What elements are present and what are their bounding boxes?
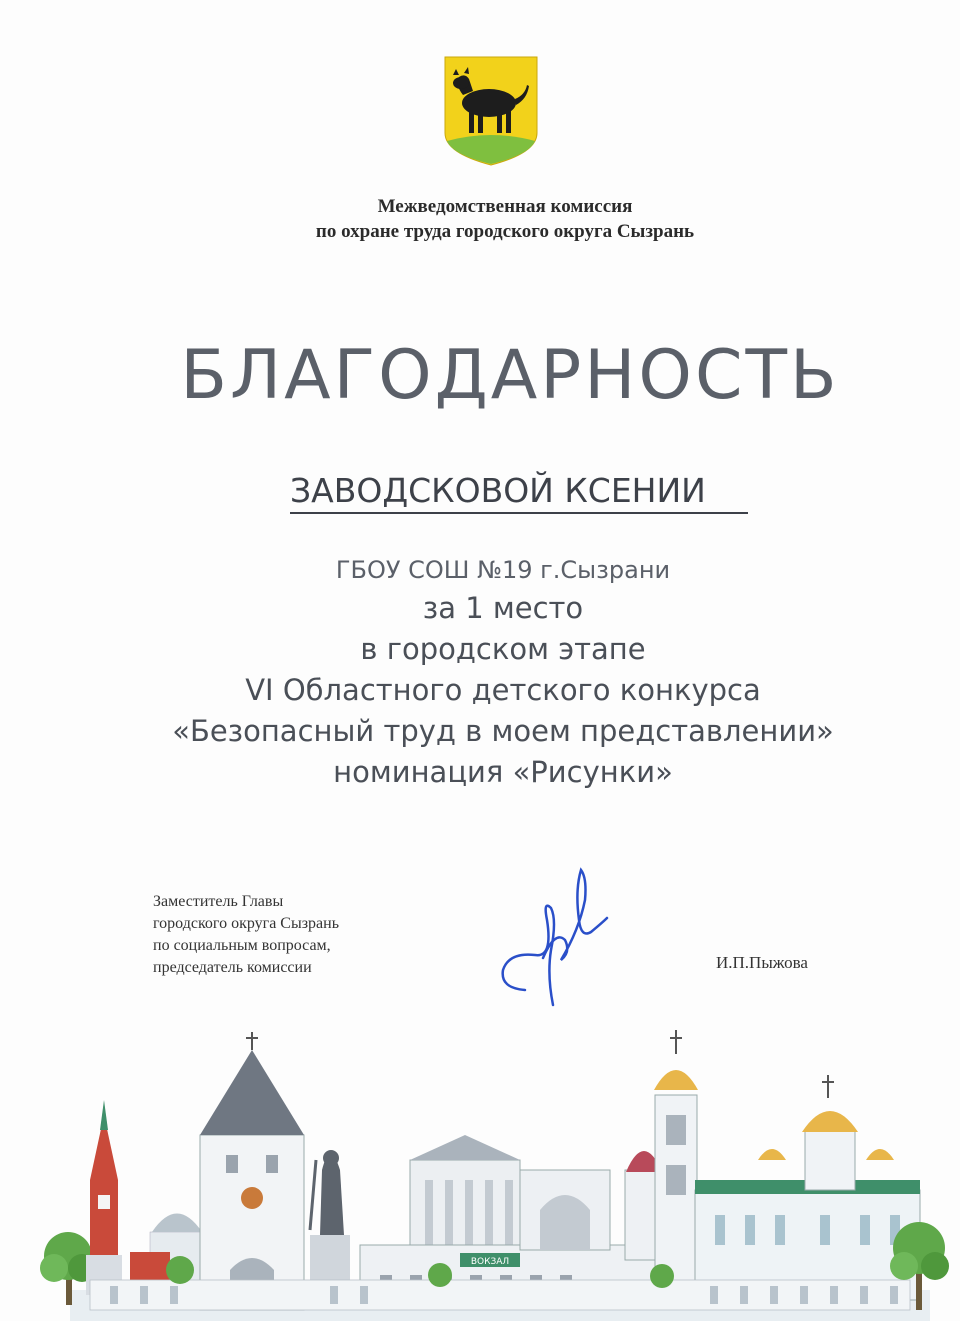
issuer-heading — [0, 194, 960, 244]
signatory-role-line: председатель комиссии — [153, 959, 312, 976]
station-sign: ВОКЗАЛ — [470, 1257, 510, 1267]
award-line: за 1 место — [422, 591, 584, 625]
award-line: «Безопасный труд в моем представлении» — [172, 714, 834, 748]
cathedral — [695, 1075, 920, 1300]
signatory-name: И.П.Пыжова — [716, 953, 808, 972]
red-tower — [86, 1100, 122, 1295]
signatory-role-line: по социальным вопросам, — [153, 937, 331, 954]
award-line: VI Областного детского конкурса — [245, 673, 761, 707]
signatory-role-line: Заместитель Главы — [153, 893, 284, 910]
tree-small — [650, 1264, 674, 1288]
tree-small — [428, 1263, 452, 1287]
handwritten-signature — [495, 860, 615, 1010]
city-skyline-illustration — [30, 1020, 960, 1321]
arched-building — [520, 1170, 610, 1250]
white-kremlin-tower — [200, 1032, 304, 1310]
city-coat-of-arms — [443, 55, 539, 167]
recipient-organization: ГБОУ СОШ №19 г.Сызрани — [335, 556, 671, 584]
signatory-role — [153, 891, 339, 979]
document-title: БЛАГОДАРНОСТЬ — [180, 336, 840, 415]
gold-bell-tower — [654, 1030, 698, 1295]
award-text — [0, 588, 960, 793]
award-line: в городском этапе — [360, 632, 646, 666]
award-line: номинация «Рисунки» — [333, 755, 673, 789]
recipient-name: ЗАВОДСКОВОЙ КСЕНИИ — [290, 470, 748, 514]
issuer-line-2: по охране труда городского округа Сызрань — [315, 221, 695, 242]
monument-statue — [310, 1150, 350, 1290]
tree-small — [166, 1256, 194, 1284]
issuer-line-1: Межведомственная комиссия — [377, 196, 633, 217]
signatory-role-line: городского округа Сызрань — [153, 915, 339, 932]
